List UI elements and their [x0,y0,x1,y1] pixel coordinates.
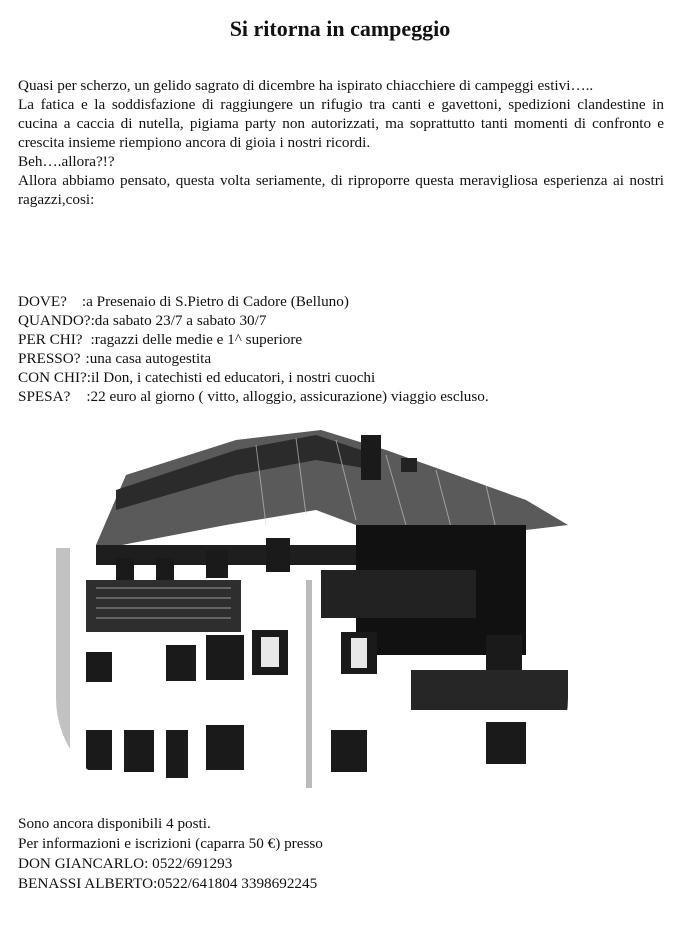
footer-line-1: Sono ancora disponibili 4 posti. [18,815,211,832]
detail-value: :22 euro al giorno ( vitto, alloggio, assicurazione) viaggio escluso. [86,388,489,405]
detail-row-con-chi [18,368,664,387]
detail-row-presso [18,349,664,368]
footer-line-2: Per informazioni e iscrizioni (caparra 50 €) presso [18,835,323,852]
detail-row-spesa [18,387,664,406]
detail-label: PRESSO? [18,350,81,367]
detail-label: DOVE? [18,293,67,310]
detail-value: :ragazzi delle medie e 1^ superiore [90,331,303,348]
footer-info [18,814,664,894]
intro-paragraph-4: Allora abbiamo pensato, questa volta seriamente, di riproporre questa meravigliosa esperienza ai nostri ragazzi,cosi: [18,172,664,208]
intro-paragraph-2: La fatica e la soddisfazione di raggiungere un rifugio tra canti e gavettoni, spedizioni clandestine in cucina a caccia di nutella, pigiama party non autorizzati, ma soprattutto tanti momenti di confronto e crescita insieme riempiono ancora di gioia i nostri ricordi. [18,96,664,151]
detail-value: :una casa autogestita [85,350,212,367]
detail-value: :il Don, i catechisti ed educatori, i nostri cuochi [86,369,376,386]
detail-row-quando [18,311,664,330]
details-list [18,292,664,406]
intro-paragraph-1: Quasi per scherzo, un gelido sagrato di dicembre ha ispirato chiacchiere di campeggi estivi….. [18,77,594,94]
intro-text [18,76,664,209]
detail-label: CON CHI? [18,369,87,386]
detail-label: QUANDO? [18,312,91,329]
detail-row-per-chi [18,330,664,349]
footer-line-4: BENASSI ALBERTO:0522/641804 3398692245 [18,875,318,892]
detail-row-dove [18,292,664,311]
detail-value: :a Presenaio di S.Pietro di Cadore (Belluno) [81,293,349,310]
page-title: Si ritorna in campeggio [229,16,451,41]
detail-value: :da sabato 23/7 a sabato 30/7 [90,312,267,329]
intro-paragraph-3: Beh….allora?!? [18,153,115,170]
detail-label: PER CHI? [18,331,83,348]
detail-label: SPESA? [18,388,71,405]
footer-line-3: DON GIANCARLO: 0522/691293 [18,855,233,872]
house-photo [56,430,568,788]
